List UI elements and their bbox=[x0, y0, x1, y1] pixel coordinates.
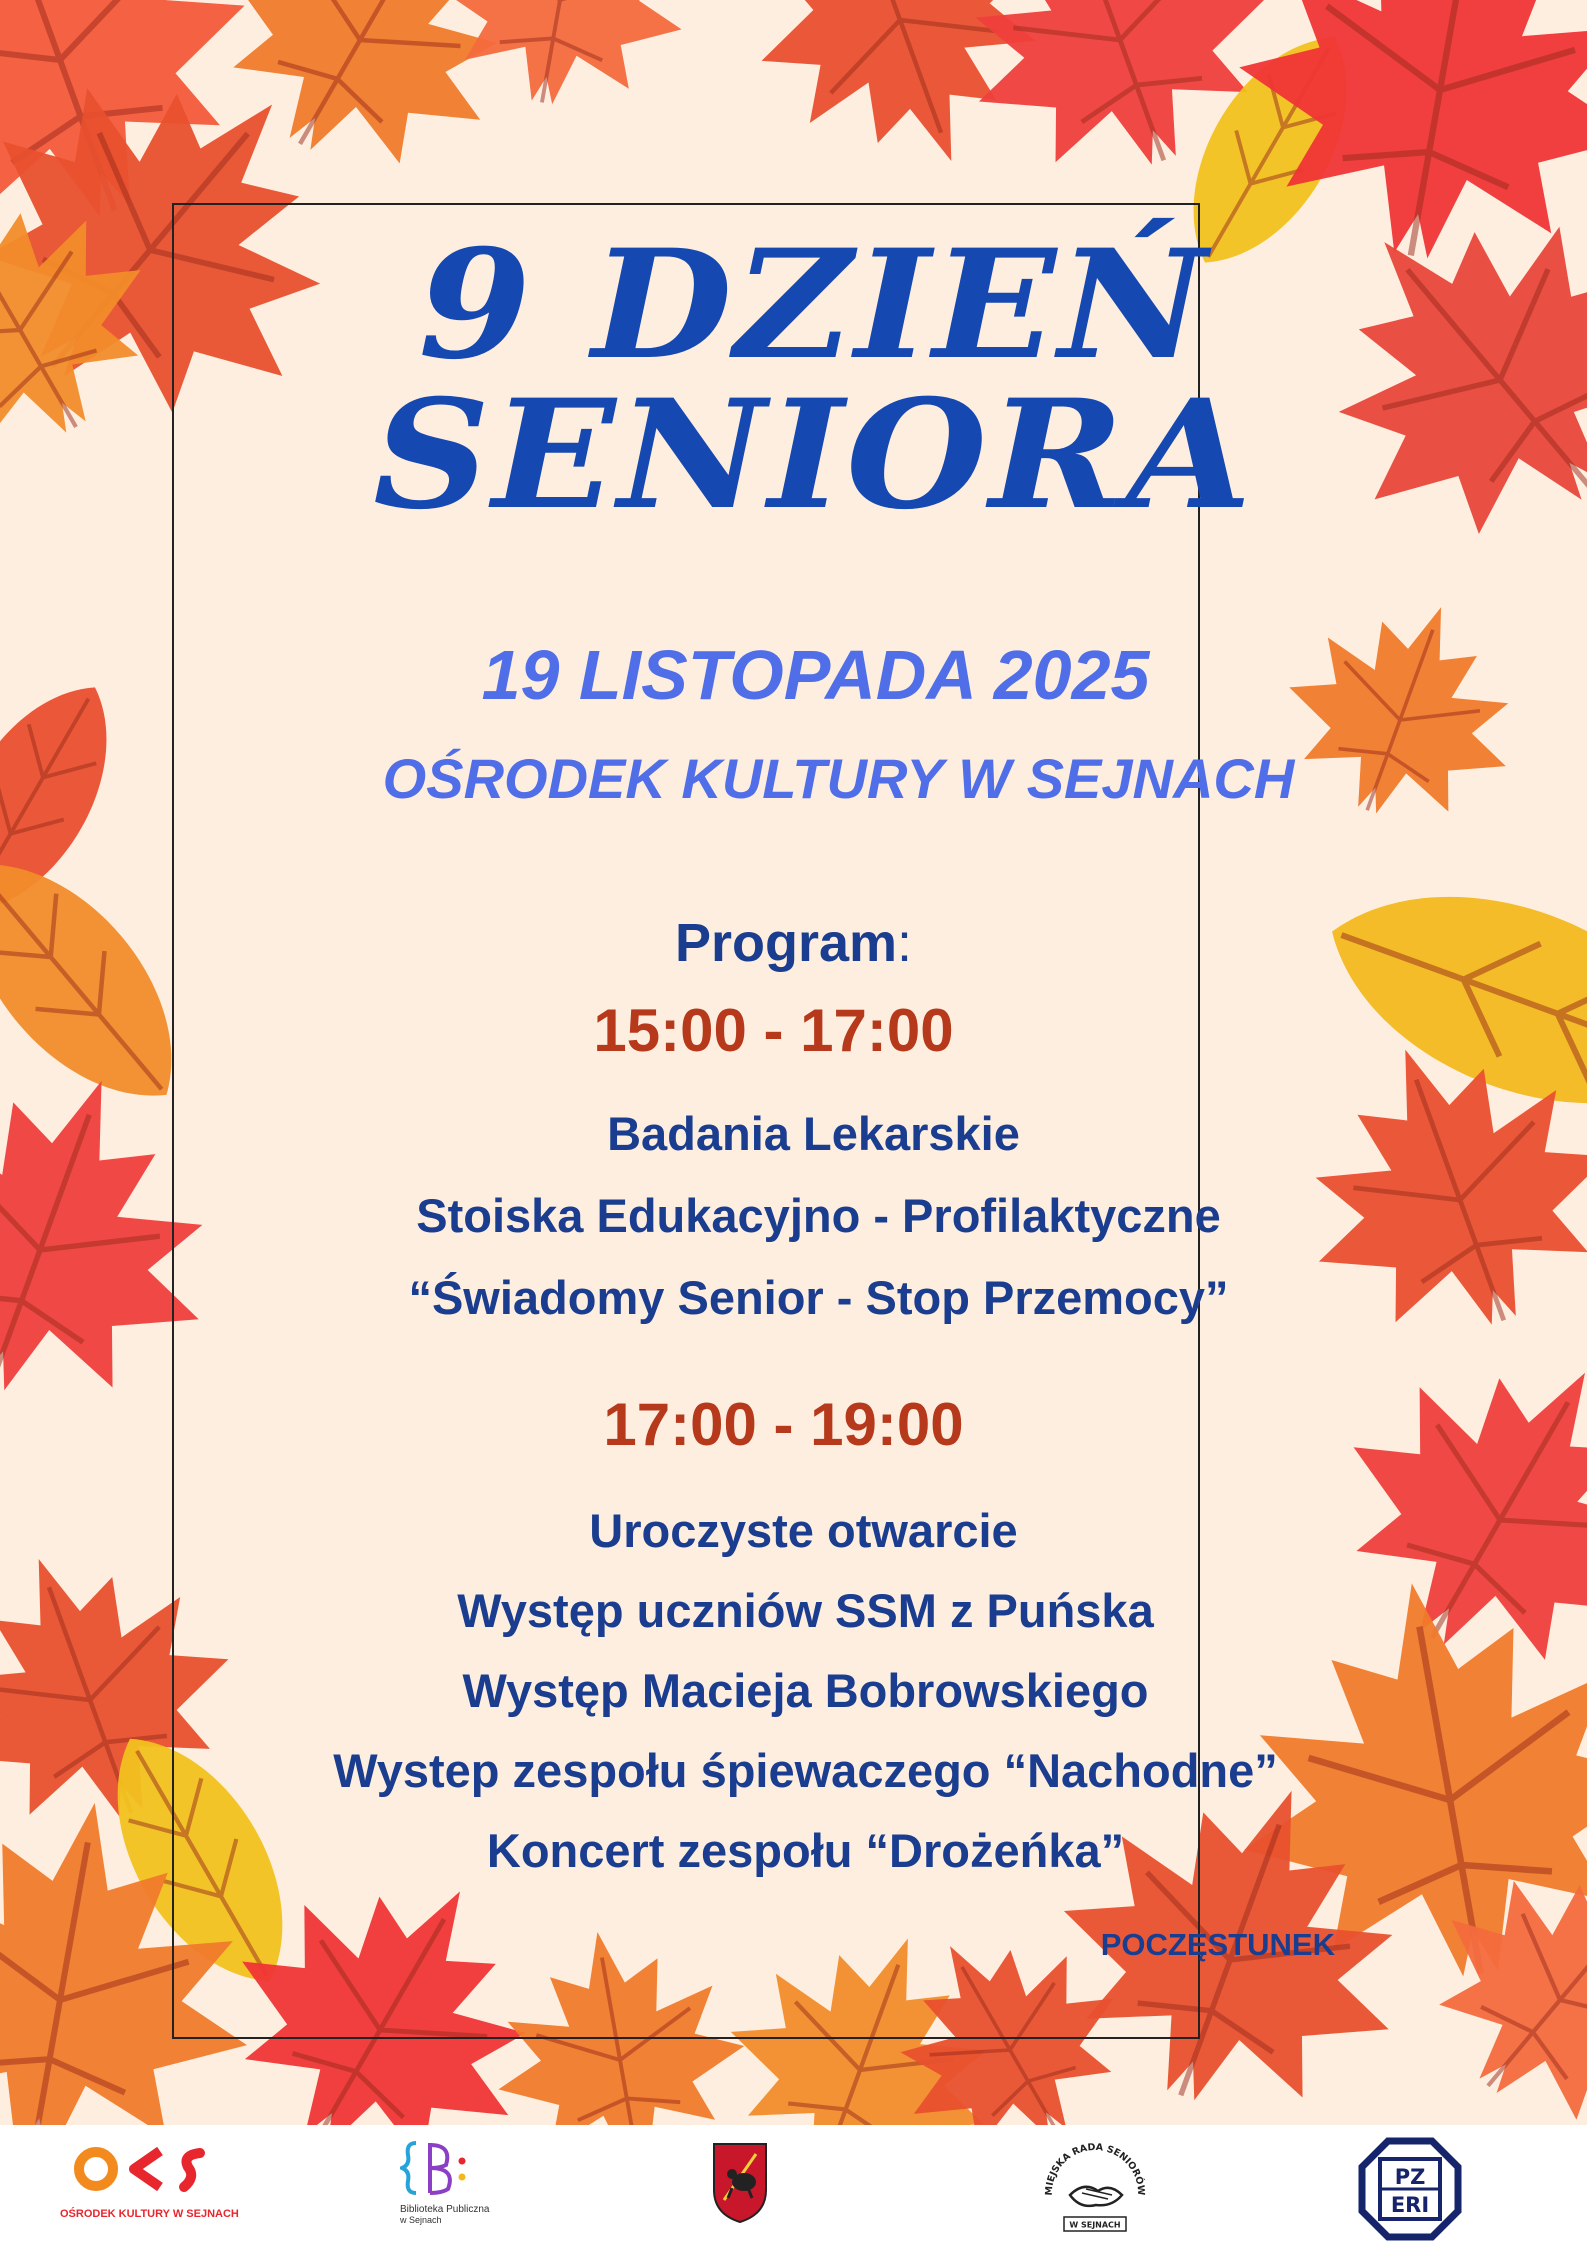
rada-seniorow-logo bbox=[1040, 2133, 1150, 2241]
biblioteka-logo-text-1: Biblioteka Publiczna bbox=[400, 2204, 490, 2215]
biblioteka-logo-mark-icon bbox=[400, 2137, 470, 2199]
program-item: Uroczyste otwarcie bbox=[589, 1504, 1018, 1557]
sponsor-logos-bar bbox=[0, 2125, 1587, 2245]
pzeri-logo bbox=[1358, 2137, 1462, 2241]
program-item: Występ uczniów SSM z Puńska bbox=[457, 1584, 1154, 1637]
event-venue: OŚRODEK KULTURY W SEJNACH bbox=[382, 747, 1295, 810]
title-line-2: SENIORA bbox=[373, 367, 1254, 543]
program-item: Wystep zespołu śpiewaczego “Nachodne” bbox=[333, 1744, 1278, 1797]
program-heading-colon: : bbox=[897, 913, 913, 973]
coat-of-arms-logo bbox=[710, 2140, 770, 2225]
program-item: Badania Lekarskie bbox=[607, 1107, 1020, 1160]
rada-seniorow-icon bbox=[1040, 2133, 1150, 2241]
oks-logo-text: OŚRODEK KULTURY W SEJNACH bbox=[60, 2208, 239, 2220]
program-item: Występ Macieja Bobrowskiego bbox=[462, 1664, 1149, 1717]
program-item: Koncert zespołu “Drożeńka” bbox=[486, 1824, 1125, 1877]
program-heading-label: Program bbox=[674, 913, 898, 973]
program-heading bbox=[0, 912, 1587, 974]
pzeri-icon bbox=[1358, 2137, 1462, 2241]
event-date: 19 LISTOPADA 2025 bbox=[481, 636, 1150, 714]
oks-logo bbox=[60, 2143, 239, 2238]
coat-of-arms-icon bbox=[710, 2140, 770, 2225]
biblioteka-logo bbox=[400, 2137, 520, 2242]
biblioteka-logo-text-2: w Sejnach bbox=[400, 2215, 442, 2225]
oks-logo-mark-icon bbox=[60, 2143, 230, 2205]
time-slot-2: 17:00 - 19:00 bbox=[603, 1391, 964, 1458]
program-item: “Świadomy Senior - Stop Przemocy” bbox=[408, 1271, 1229, 1324]
rada-sub-text: W SEJNACH bbox=[1069, 2220, 1121, 2230]
pzeri-text-bottom: ERI bbox=[1390, 2193, 1430, 2217]
pzeri-text-top: PZ bbox=[1394, 2165, 1426, 2189]
rada-arc-text: MIEJSKA RADA SENIORÓW bbox=[1043, 2141, 1147, 2196]
title-line-1: 9 DZIEŃ bbox=[418, 217, 1209, 393]
time-slot-1: 15:00 - 17:00 bbox=[593, 997, 954, 1064]
refreshments-note: POCZĘSTUNEK bbox=[1100, 1927, 1335, 1962]
program-item: Stoiska Edukacyjno - Profilaktyczne bbox=[416, 1189, 1221, 1242]
